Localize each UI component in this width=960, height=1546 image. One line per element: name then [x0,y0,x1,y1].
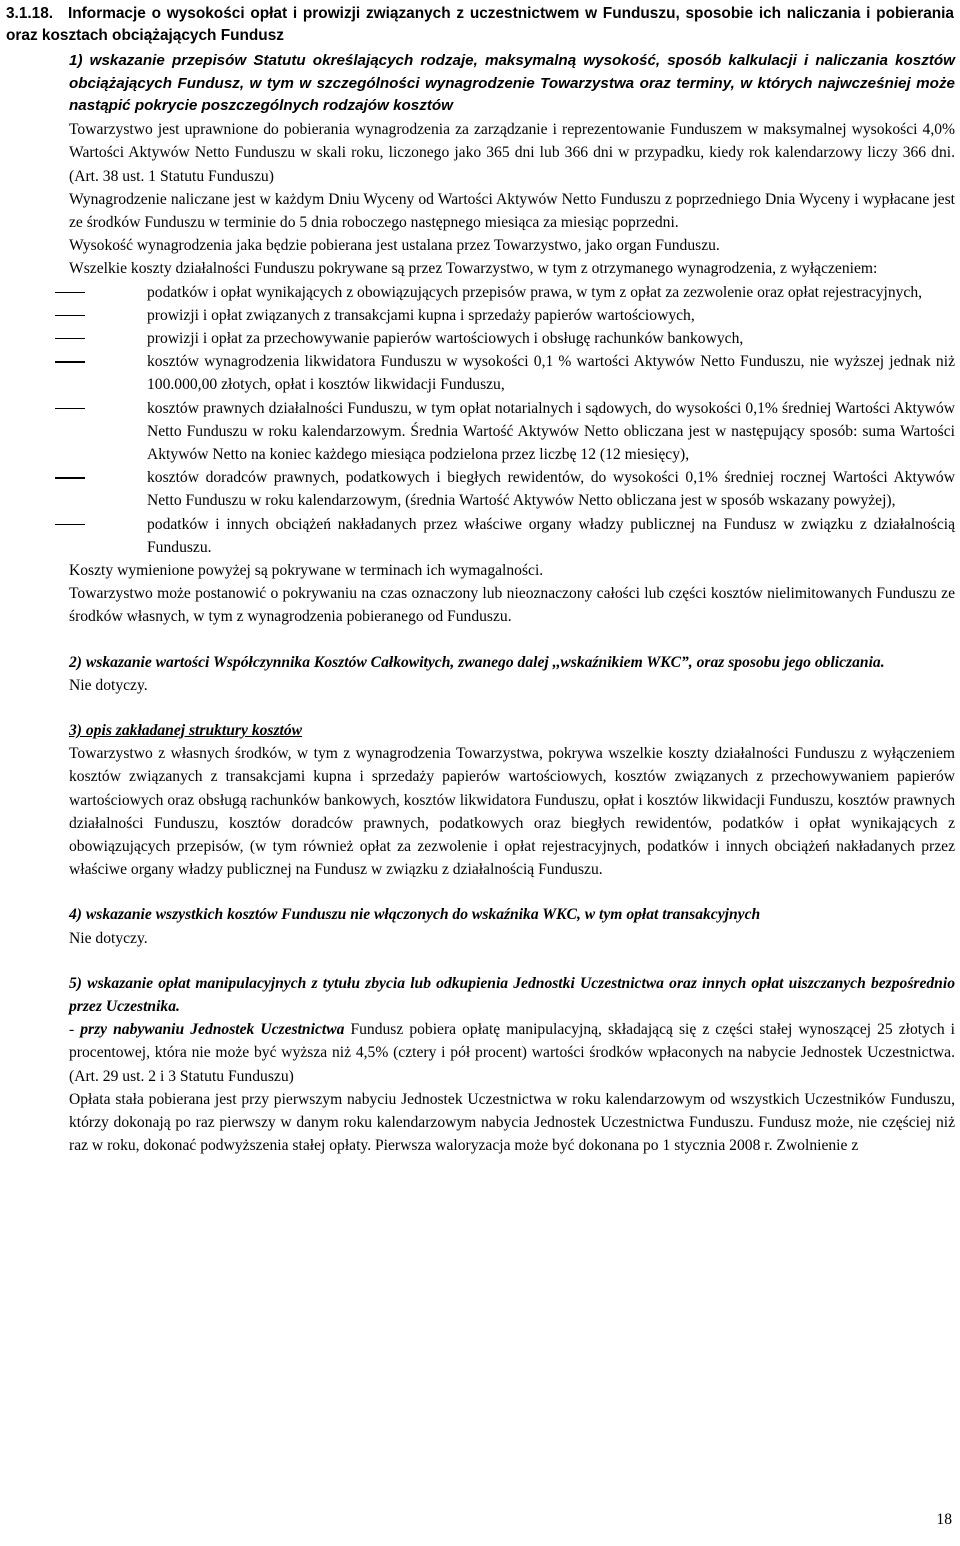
cost-exclusions-list [69,281,955,559]
page-number: 18 [936,1511,952,1528]
subsection-4-title: 4) wskazanie wszystkich kosztów Funduszu nie włączonych do wskaźnika WKC, w tym opłat transakcyjnych [69,906,761,924]
list-item: prowizji i opłat związanych z transakcjami kupna i sprzedaży papierów wartościowych, [69,304,955,327]
paragraph: Koszty wymienione powyżej są pokrywane w terminach ich wymagalności. [69,561,544,579]
spacer [69,629,955,651]
subsection-5-title: 5) wskazanie opłat manipulacyjnych z tytułu zbycia lub odkupienia Jednostki Uczestnictwa oraz innych opłat uiszczanych bezpośrednio przez Uczestnika. [69,974,955,1016]
paragraph: Nie dotyczy. [69,676,148,694]
subsection-3-title: 3) opis zakładanej struktury kosztów [69,721,303,739]
paragraph: Opłata stała pobierana jest przy pierwszym nabyciu Jednostek Uczestnictwa w roku kalendarzowym od wszystkich Uczestników Funduszu, którzy dokonają po raz pierwszy w danym roku kalendarzowym nabycia Jednostek Uczestnictwa Funduszu. Fundusz może, nie częściej niż raz w roku, dokonać podwyższenia stałej opłaty. Pierwsza waloryzacja może być dokonana po 1 stycznia 2008 r. Zwolnienie z [69,1090,955,1155]
list-item: kosztów prawnych działalności Funduszu, w tym opłat notarialnych i sądowych, do wysokości 0,1% średniej Wartości Aktywów Netto Funduszu w roku kalendarzowym. Średnia Wartość Aktywów Netto obliczana jest w następujący sposób: suma Wartości Aktywów Netto na koniec każdego miesiąca podzielona przez liczbę 12 (12 miesięcy), [69,397,955,467]
section-number: 3.1.18. [6,5,54,22]
document-body [69,50,955,1157]
spacer [69,950,955,972]
list-item: kosztów wynagrodzenia likwidatora Funduszu w wysokości 0,1 % wartości Aktywów Netto Funduszu, nie wyższej jednak niż 100.000,00 złotych, opłat i kosztów likwidacji Funduszu, [69,350,955,396]
paragraph: Wszelkie koszty działalności Funduszu pokrywane są przez Towarzystwo, w tym z otrzymanego wynagrodzenia, z wyłączeniem: [69,260,878,278]
paragraph: - przy nabywaniu Jednostek Uczestnictwa Fundusz pobiera opłatę manipulacyjną, składającą się z części stałej wynoszącej 25 złotych i procentowej, która nie może być wyższa niż 4,5% (cztery i pół procent) wartości środków wpłaconych na nabycie Jednostek Uczestnictwa. (Art. 29 ust. 2 i 3 Statutu Funduszu) [69,1021,956,1085]
section-heading [6,3,954,47]
list-item: kosztów doradców prawnych, podatkowych i biegłych rewidentów, do wysokości 0,1% średniej rocznej Wartości Aktywów Netto Funduszu w roku kalendarzowym, (średnia Wartość Aktywów Netto obliczana jest w sposób wskazany powyżej), [69,466,955,512]
spacer [69,881,955,903]
paragraph: Towarzystwo z własnych środków, w tym z wynagrodzenia Towarzystwa, pokrywa wszelkie koszty działalności Funduszu z wyłączeniem kosztów związanych z transakcjami kupna i sprzedaży papierów wartościowych, kosztów związanych z przechowywaniem papierów wartościowych oraz obsługą rachunków bankowych, kosztów likwidatora Funduszu, opłat i kosztów likwidacji Funduszu, kosztów prawnych działalności Funduszu, kosztów doradców prawnych, podatkowych oraz biegłych rewidentów, podatków i opłat wynikających z obowiązujących przepisów, (w tym również opłat za zezwolenie i opłat rejestracyjnych, podatków i innych obciążeń nakładanych przez właściwe organy władzy publicznej na Fundusz w związku z działalnością Funduszu. [69,745,955,879]
lead-label: przy nabywaniu Jednostek Uczestnictwa [80,1021,345,1039]
section-title: Informacje o wysokości opłat i prowizji związanych z uczestnictwem w Funduszu, sposobie ich naliczania i pobierania oraz kosztach obciążających Fundusz [6,5,954,44]
paragraph: Nie dotyczy. [69,929,148,947]
subsection-1-title: 1) wskazanie przepisów Statutu określających rodzaje, maksymalną wysokość, sposób kalkulacji i naliczania kosztów obciążających Fundusz, w tym w szczególności wynagrodzenie Towarzystwa oraz terminy, w których najwcześniej może nastąpić pokrycie poszczególnych rodzajów kosztów [69,52,955,115]
paragraph: Towarzystwo może postanowić o pokrywaniu na czas oznaczony lub nieoznaczony całości lub części kosztów nielimitowanych Funduszu ze środków własnych, w tym z wynagrodzenia pobieranego od Funduszu. [69,585,955,626]
list-item: podatków i innych obciążeń nakładanych przez właściwe organy władzy publicznej na Fundusz w związku z działalnością Funduszu. [69,513,955,559]
subsection-2-title: 2) wskazanie wartości Współczynnika Kosztów Całkowitych, zwanego dalej ,,wskaźnikiem WKC”, oraz sposobu jego obliczania. [69,653,885,671]
list-item: podatków i opłat wynikających z obowiązujących przepisów prawa, w tym z opłat za zezwolenie oraz opłat rejestracyjnych, [69,281,955,304]
paragraph: Wynagrodzenie naliczane jest w każdym Dniu Wyceny od Wartości Aktywów Netto Funduszu z poprzedniego Dnia Wyceny i wypłacane jest ze środków Funduszu w terminie do 5 dnia roboczego następnego miesiąca za miesiąc poprzedni. [69,190,955,231]
paragraph: Wysokość wynagrodzenia jaka będzie pobierana jest ustalana przez Towarzystwo, jako organ Funduszu. [69,237,720,255]
list-item: prowizji i opłat za przechowywanie papierów wartościowych i obsługę rachunków bankowych, [69,327,955,350]
spacer [69,697,955,719]
paragraph: Towarzystwo jest uprawnione do pobierania wynagrodzenia za zarządzanie i reprezentowanie Funduszem w maksymalnej wysokości 4,0% Wartości Aktywów Netto Funduszu w skali roku, liczonego jako 365 dni lub 366 dni w przypadku, kiedy rok kalendarzowy liczy 366 dni. (Art. 38 ust. 1 Statutu Funduszu) [69,121,955,185]
